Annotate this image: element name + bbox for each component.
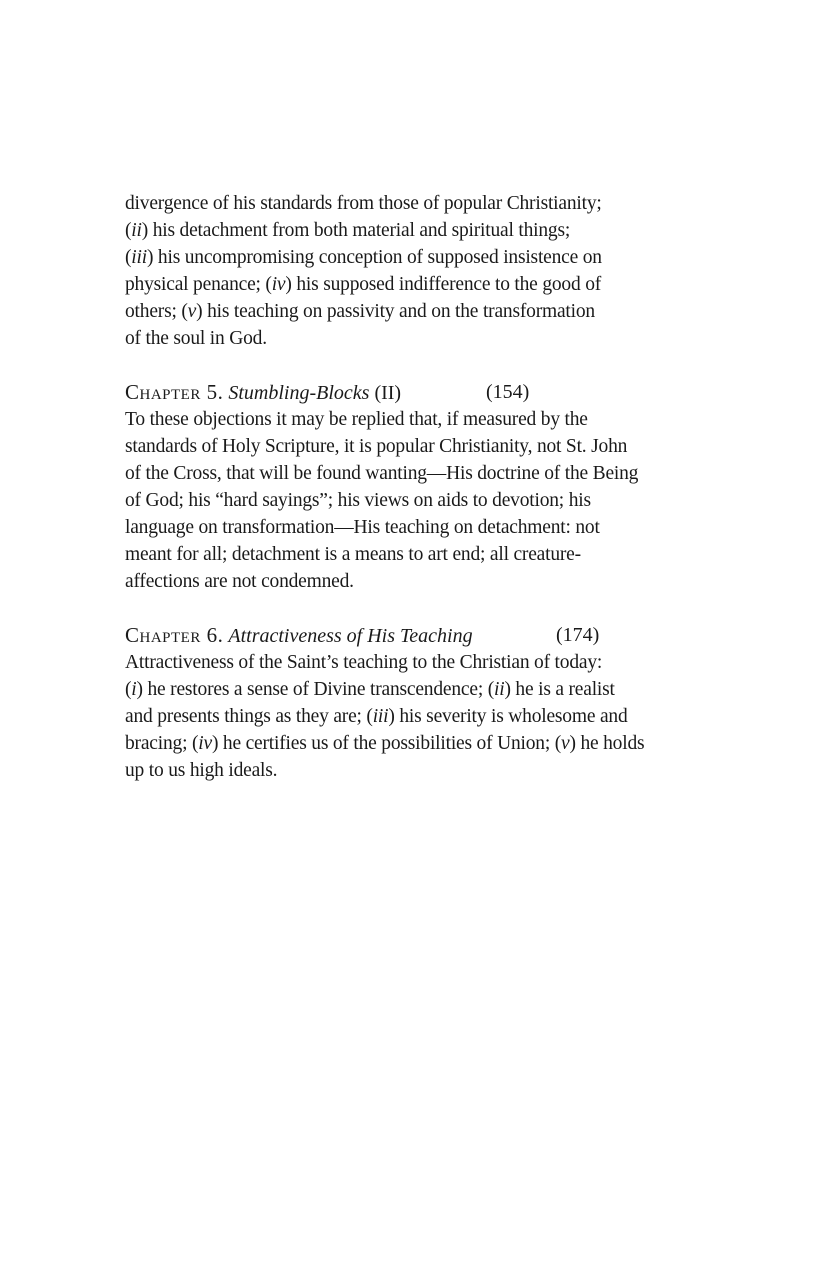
text-line: of the soul in God. (125, 328, 267, 349)
text-line: of the Cross, that will be found wanting—His doctrine of the Being (125, 463, 639, 484)
chapter-page-ref: (174) (556, 624, 600, 646)
text-line: To these objections it may be replied that, if measured by the (125, 409, 588, 430)
text-line: divergence of his standards from those of popular Christianity; (125, 193, 602, 214)
text-line: of God; his “hard sayings”; his views on aids to devotion; his (125, 490, 591, 511)
chapter-heading (125, 622, 705, 649)
text-line: meant for all; detachment is a means to art end; all creature- (125, 544, 581, 565)
chapter-page-ref: (154) (486, 381, 530, 403)
text-line: others; (v) his teaching on passivity and on the transformation (125, 301, 595, 322)
chapter-summary (125, 649, 705, 784)
chapter-title: Attractiveness of His Teaching (228, 625, 473, 647)
text-line: Attractiveness of the Saint’s teaching to the Christian of today: (125, 652, 603, 673)
text-line: up to us high ideals. (125, 760, 278, 781)
chapter-heading (125, 379, 705, 406)
intro-section (125, 190, 705, 352)
chapter-6-section (125, 622, 705, 784)
text-line: physical penance; (iv) his supposed indifference to the good of (125, 274, 602, 295)
text-line: bracing; (iv) he certifies us of the possibilities of Union; (v) he holds (125, 733, 645, 754)
text-line: standards of Holy Scripture, it is popular Christianity, not St. John (125, 436, 628, 457)
chapter-label: Chapter 5. (125, 380, 224, 404)
text-line: (i) he restores a sense of Divine transcendence; (ii) he is a realist (125, 679, 615, 700)
text-line: (iii) his uncompromising conception of supposed insistence on (125, 247, 602, 268)
chapter-5-section (125, 379, 705, 595)
chapter-summary (125, 406, 705, 595)
chapter-title: Stumbling-Blocks (228, 382, 370, 404)
text-line: (ii) his detachment from both material and spiritual things; (125, 220, 571, 241)
text-line: language on transformation—His teaching on detachment: not (125, 517, 600, 538)
text-line: affections are not condemned. (125, 571, 354, 592)
text-line: and presents things as they are; (iii) his severity is wholesome and (125, 706, 628, 727)
chapter-label: Chapter 6. (125, 623, 224, 647)
document-page (125, 190, 705, 811)
chapter-title-suffix: (II) (369, 382, 402, 404)
